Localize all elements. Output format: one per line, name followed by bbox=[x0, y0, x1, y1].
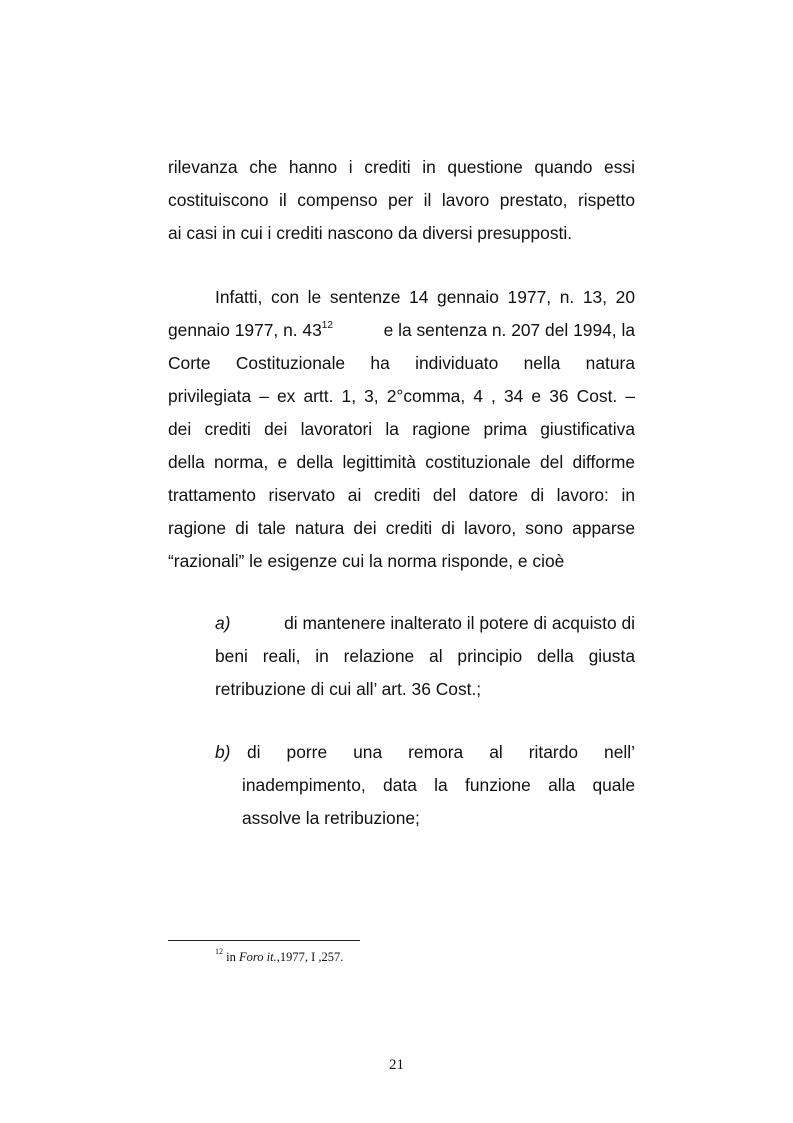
list-item-text: di porre una remora al ritardo nell’ bbox=[247, 742, 635, 762]
paragraph-line: costituiscono il compenso per il lavoro prestato, rispetto bbox=[168, 190, 635, 210]
paragraph-line: “razionali” le esigenze cui la norma risponde, e cioè bbox=[168, 551, 565, 571]
list-item-line: inadempimento, data la funzione alla quale bbox=[242, 775, 635, 795]
list-item-line: assolve la retribuzione; bbox=[242, 808, 420, 828]
list-item-text: di mantenere inalterato il potere di acquisto di bbox=[284, 613, 635, 633]
paragraph-line: trattamento riservato ai crediti del datore di lavoro: in bbox=[168, 485, 635, 505]
footnote bbox=[215, 946, 344, 965]
list-item-line bbox=[215, 741, 635, 763]
paragraph-line: Infatti, con le sentenze 14 gennaio 1977, n. 13, 20 bbox=[215, 287, 635, 307]
list-item-line: beni reali, in relazione al principio della giusta bbox=[215, 646, 635, 666]
footnote-details: ,1977, I ,257. bbox=[276, 950, 344, 964]
paragraph-line: Corte Costituzionale ha individuato nella natura bbox=[168, 353, 635, 373]
list-marker: a) bbox=[215, 613, 231, 633]
paragraph-line: dei crediti dei lavoratori la ragione prima giustificativa bbox=[168, 419, 635, 439]
page-number: 21 bbox=[389, 1057, 404, 1073]
footnote-source: Foro it. bbox=[238, 950, 277, 964]
paragraph-line: della norma, e della legittimità costituzionale del difforme bbox=[168, 452, 635, 472]
list-item-line bbox=[215, 612, 635, 634]
paragraph-line: privilegiata – ex artt. 1, 3, 2°comma, 4 , 34 e 36 Cost. – bbox=[168, 386, 635, 406]
paragraph-line: rilevanza che hanno i crediti in questione quando essi bbox=[168, 157, 635, 177]
footnote-prefix: in bbox=[223, 950, 239, 964]
paragraph-line: ragione di tale natura dei crediti di lavoro, sono apparse bbox=[168, 518, 635, 538]
paragraph-line bbox=[168, 319, 635, 341]
footnote-reference[interactable]: 12 bbox=[321, 320, 333, 332]
footnote-number: 12 bbox=[215, 946, 223, 956]
footnote-separator bbox=[168, 940, 360, 941]
line-text: gennaio 1977, n. 43 bbox=[168, 320, 322, 340]
list-marker: b) bbox=[215, 742, 231, 762]
paragraph-line: ai casi in cui i crediti nascono da diversi presupposti. bbox=[168, 223, 573, 243]
list-item-line: retribuzione di cui all’ art. 36 Cost.; bbox=[215, 679, 482, 699]
line-segment bbox=[168, 319, 333, 341]
line-segment: e la sentenza n. 207 del 1994, la bbox=[383, 320, 635, 340]
